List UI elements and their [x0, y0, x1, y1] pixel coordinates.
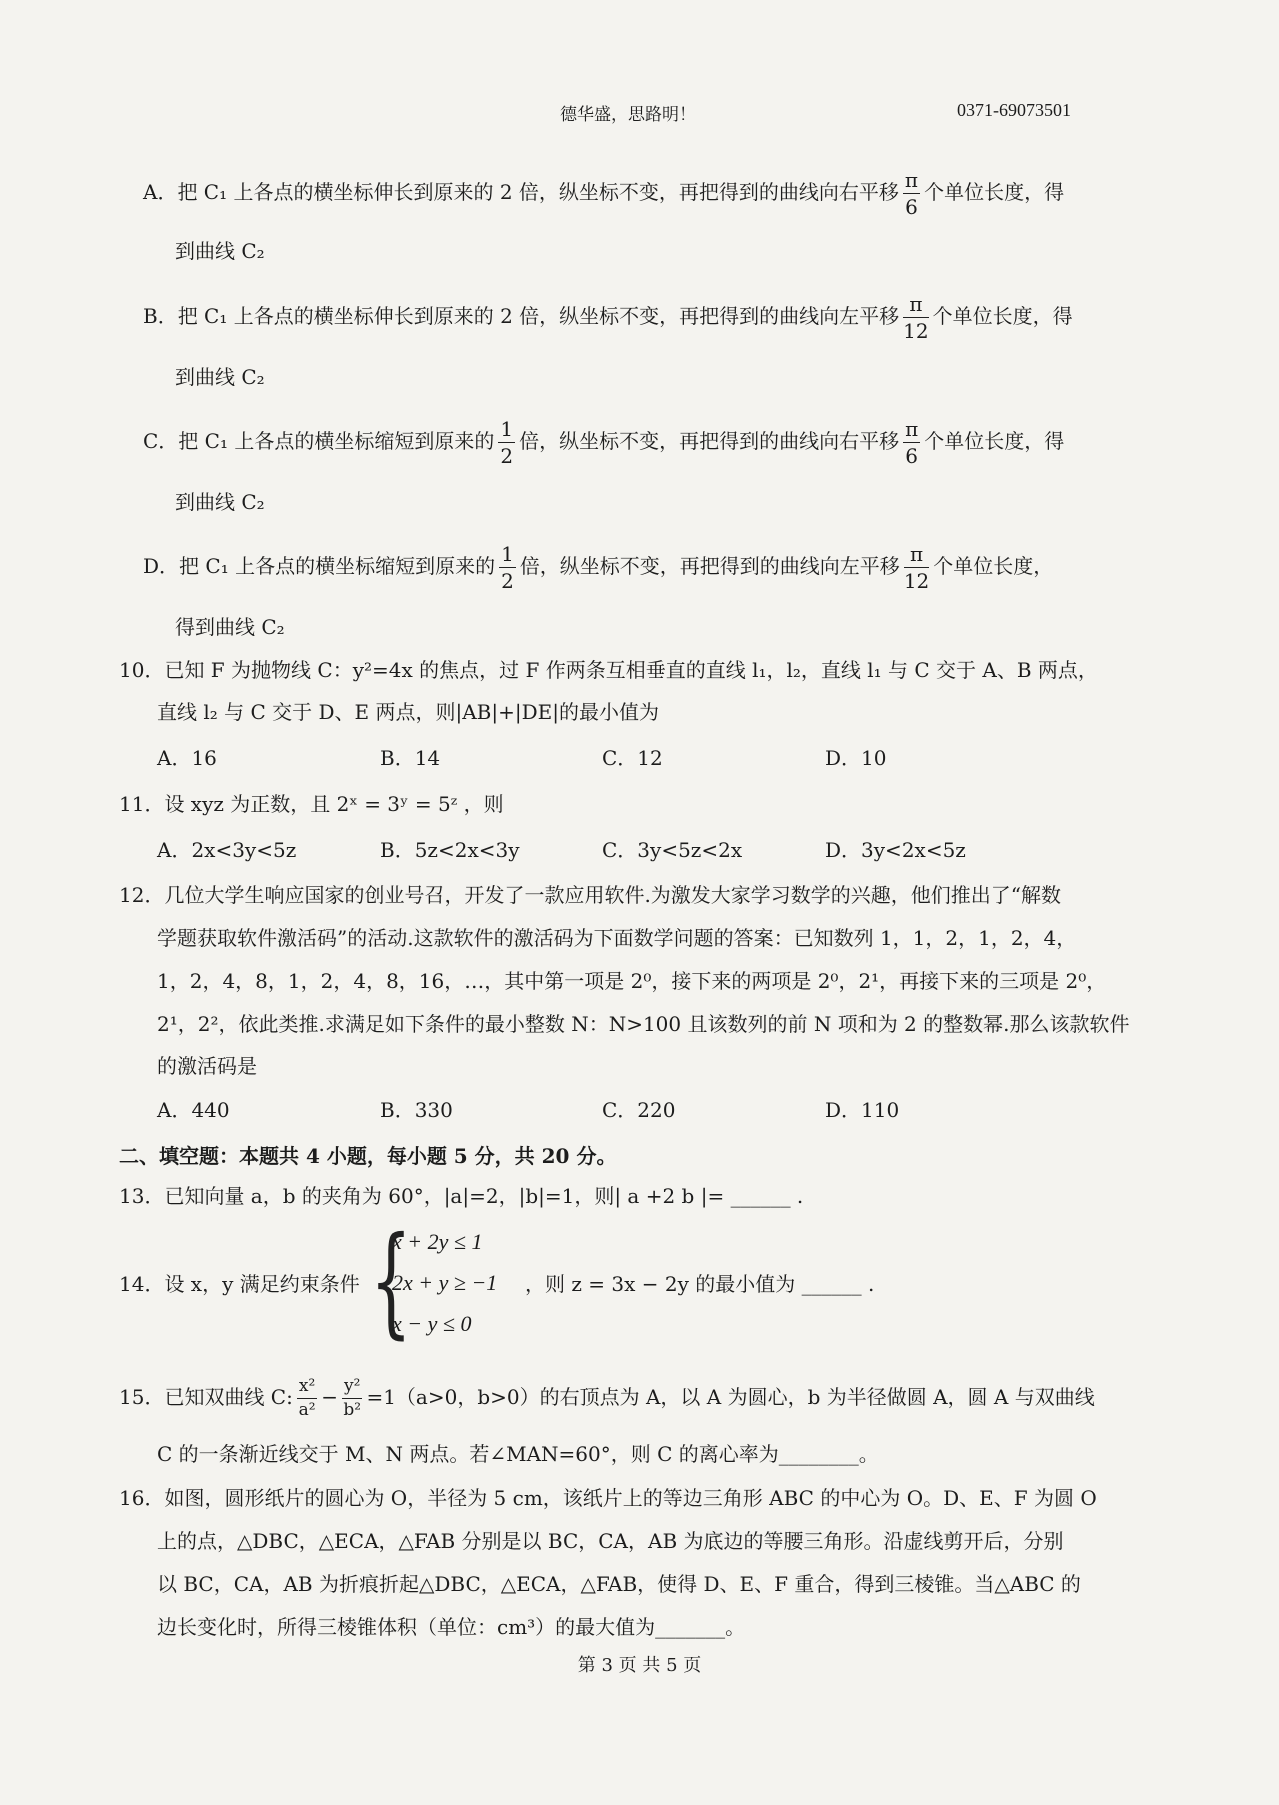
q9-option-a-line2: 到曲线 C₂	[175, 239, 265, 263]
q12-line2: 学题获取软件激活码”的活动.这款软件的激活码为下面数学问题的答案：已知数列 1，1，2，1，2，4，	[157, 926, 1077, 950]
q15-line2: C 的一条渐近线交于 M、N 两点。若∠MAN=60°，则 C 的离心率为________。	[157, 1442, 879, 1466]
q14-constraint-2: 2x + y ≥ −1	[392, 1270, 498, 1295]
q13-line: 13．已知向量 a，b 的夹角为 60°，|a|=2，|b|=1，则| a +2 b |= ______ .	[119, 1184, 804, 1208]
q16-line2: 上的点，△DBC，△ECA，△FAB 分别是以 BC，CA，AB 为底边的等腰三角形。沿虚线剪开后，分别	[157, 1529, 1064, 1553]
q12-line5: 的激活码是	[157, 1054, 257, 1078]
q16-line1: 16．如图，圆形纸片的圆心为 O，半径为 5 cm，该纸片上的等边三角形 ABC 的中心为 O。D、E、F 为圆 O	[119, 1486, 1097, 1510]
header-phone: 0371-69073501	[957, 100, 1071, 120]
q14-constraint-1: x + 2y ≤ 1	[392, 1229, 483, 1254]
q14-suffix: ，则 z = 3x − 2y 的最小值为 ______ .	[525, 1272, 875, 1296]
q11-option-a: A．2x<3y<5z	[157, 838, 297, 862]
q12-option-d: D．110	[825, 1098, 900, 1122]
q11-option-c: C．3y<5z<2x	[602, 838, 743, 862]
q16-line3: 以 BC，CA，AB 为折痕折起△DBC，△ECA，△FAB，使得 D、E、F 重合，得到三棱锥。当△ABC 的	[157, 1572, 1081, 1596]
q9-option-b-line1: B．把 C₁ 上各点的横坐标伸长到原来的 2 倍，纵坐标不变，再把得到的曲线向左平移 $\frac{\pi}{12}$ 个单位长度，得	[143, 292, 1073, 343]
q10-option-d: D．10	[825, 746, 887, 770]
q15-line1: 15．已知双曲线 C: $\frac{\text{x²}}{\text{a²}}$ − $\frac{\text{y²}}{\text{b²}}$ =1（a>0，b>0）的右顶点为 A，以 A 为圆心，b 为半径做圆 A，圆 A 与双曲线	[119, 1376, 1095, 1420]
q10-line1: 10．已知 F 为抛物线 C：y²=4x 的焦点，过 F 作两条互相垂直的直线 l₁，l₂，直线 l₁ 与 C 交于 A、B 两点，	[119, 658, 1098, 682]
q9-option-b-line2: 到曲线 C₂	[175, 365, 265, 389]
q11-option-d: D．3y<2x<5z	[825, 838, 966, 862]
q11-option-b: B．5z<2x<3y	[380, 838, 520, 862]
page-footer: 第 3 页 共 5 页	[577, 1655, 702, 1676]
q9-option-c-line1: C．把 C₁ 上各点的横坐标缩短到原来的 $\frac{1}{2}$ 倍，纵坐标不变，再把得到的曲线向右平移 $\frac{\pi}{6}$ 个单位长度，得	[143, 417, 1065, 468]
header-motto: 德华盛，思路明！	[560, 105, 696, 125]
q12-line3: 1，2，4，8，1，2，4，8，16，…，其中第一项是 2⁰，接下来的两项是 2⁰，2¹，再接下来的三项是 2⁰，	[157, 969, 1107, 993]
q14-prefix: 14．设 x，y 满足约束条件	[119, 1272, 360, 1296]
q11-line1: 11．设 xyz 为正数，且 2ˣ = 3ʸ = 5ᶻ ，则	[119, 792, 504, 816]
q9-option-d-line1: D．把 C₁ 上各点的横坐标缩短到原来的 $\frac{1}{2}$ 倍，纵坐标不变，再把得到的曲线向左平移 $\frac{\pi}{12}$ 个单位长度，	[143, 542, 1054, 593]
q12-option-a: A．440	[157, 1098, 230, 1122]
q12-line4: 2¹，2²，依此类推.求满足如下条件的最小整数 N：N>100 且该数列的前 N 项和为 2 的整数幂.那么该款软件	[157, 1012, 1130, 1036]
q12-line1: 12．几位大学生响应国家的创业号召，开发了一款应用软件.为激发大家学习数学的兴趣，他们推出了“解数	[119, 883, 1062, 907]
q10-line2: 直线 l₂ 与 C 交于 D、E 两点，则|AB|+|DE|的最小值为	[157, 700, 659, 724]
q9-option-d-line2: 得到曲线 C₂	[175, 615, 285, 639]
page-header	[0, 100, 1279, 130]
section-fill-in-title: 二、填空题：本题共 4 小题，每小题 5 分，共 20 分。	[119, 1144, 617, 1168]
q14-brace: {	[370, 1212, 412, 1351]
q10-option-a: A．16	[157, 746, 217, 770]
q9-option-a-line1: A．把 C₁ 上各点的横坐标伸长到原来的 2 倍，纵坐标不变，再把得到的曲线向右平移 $\frac{\pi}{6}$ 个单位长度，得	[143, 168, 1065, 219]
q12-option-c: C．220	[602, 1098, 676, 1122]
q10-option-c: C．12	[602, 746, 663, 770]
q12-option-b: B．330	[380, 1098, 453, 1122]
q14-constraint-3: x − y ≤ 0	[392, 1311, 472, 1336]
q16-line4: 边长变化时，所得三棱锥体积（单位：cm³）的最大值为_______。	[157, 1615, 746, 1639]
q9-option-c-line2: 到曲线 C₂	[175, 490, 265, 514]
q10-option-b: B．14	[380, 746, 441, 770]
